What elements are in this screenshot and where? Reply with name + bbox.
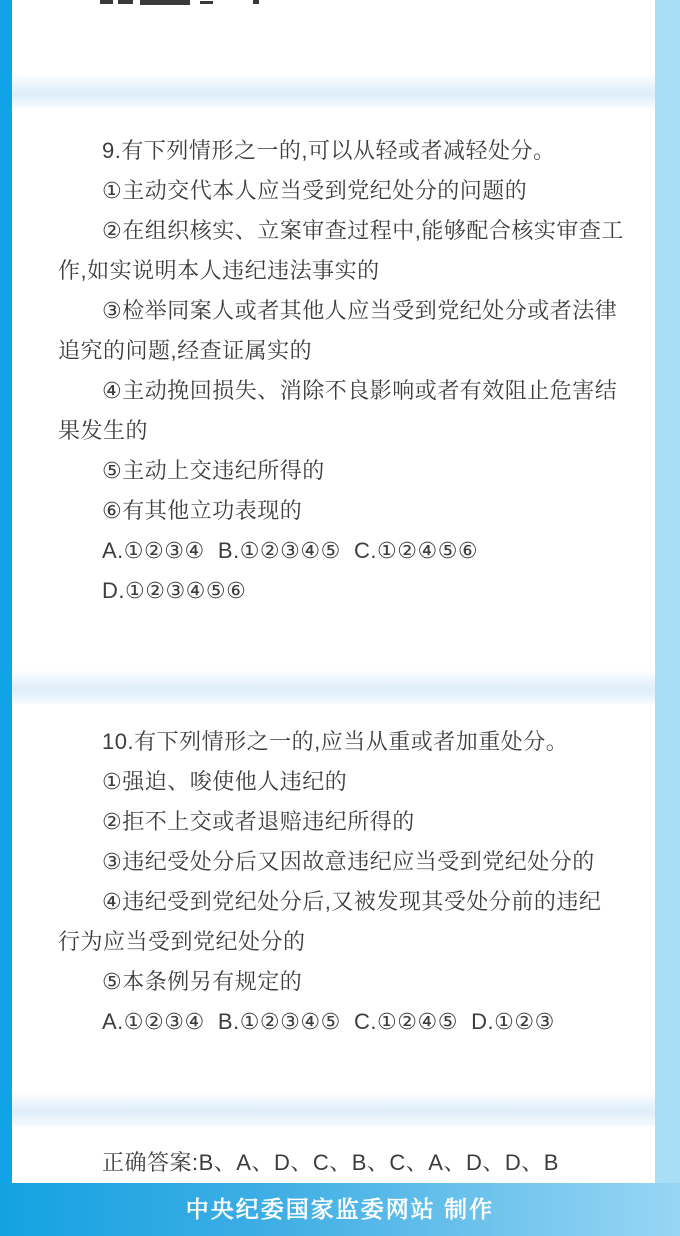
question-9-options-abc: A.①②③④ B.①②③④⑤ C.①②④⑤⑥	[102, 538, 479, 563]
question-10	[12, 704, 655, 1092]
left-border-stripe	[0, 0, 12, 1183]
question-10-item-4-cont: 行为应当受到党纪处分的	[58, 929, 306, 954]
clipped-previous-card	[12, 0, 655, 74]
question-9	[12, 108, 655, 670]
question-10-item-2: ②拒不上交或者退赔违纪所得的	[102, 809, 415, 834]
footer-credit-bar	[0, 1183, 680, 1236]
section-divider	[12, 670, 655, 704]
question-10-item-1: ①强迫、唆使他人违纪的	[102, 769, 348, 794]
question-9-item-1: ①主动交代本人应当受到党纪处分的问题的	[102, 178, 528, 203]
section-divider	[12, 74, 655, 108]
question-9-item-2-cont: 作,如实说明本人违纪违法事实的	[58, 258, 380, 283]
question-9-item-5: ⑤主动上交违纪所得的	[102, 458, 325, 483]
question-9-item-4: ④主动挽回损失、消除不良影响或者有效阻止危害结	[102, 378, 618, 403]
question-9-item-3-cont: 追究的问题,经查证属实的	[58, 338, 313, 363]
clipped-text-fragment	[253, 0, 259, 4]
content-column	[12, 0, 655, 1183]
question-9-item-6: ⑥有其他立功表现的	[102, 498, 303, 523]
answer-key-section	[12, 1126, 655, 1183]
question-10-options: A.①②③④ B.①②③④⑤ C.①②④⑤ D.①②③	[102, 1009, 555, 1034]
right-border-stripe	[655, 0, 680, 1183]
clipped-text-fragment	[118, 0, 133, 4]
question-9-title: 9.有下列情形之一的,可以从轻或者减轻处分。	[102, 138, 556, 163]
question-9-item-2: ②在组织核实、立案审查过程中,能够配合核实审查工	[102, 218, 624, 243]
clipped-text-fragment	[140, 0, 190, 5]
clipped-text-fragment	[100, 0, 113, 4]
question-10-item-5: ⑤本条例另有规定的	[102, 969, 303, 994]
question-10-item-4: ④违纪受到党纪处分后,又被发现其受处分前的违纪	[102, 889, 602, 914]
clipped-text-fragment	[200, 1, 213, 4]
question-10-title: 10.有下列情形之一的,应当从重或者加重处分。	[102, 729, 569, 754]
question-9-item-4-cont: 果发生的	[58, 418, 149, 443]
answer-key: 正确答案:B、A、D、C、B、C、A、D、D、B	[102, 1150, 559, 1175]
question-10-item-3: ③违纪受处分后又因故意违纪应当受到党纪处分的	[102, 849, 595, 874]
footer-credit-text: 中央纪委国家监委网站 制作	[185, 1196, 495, 1222]
question-9-option-d: D.①②③④⑤⑥	[102, 578, 247, 603]
question-9-item-3: ③检举同案人或者其他人应当受到党纪处分或者法律	[102, 298, 618, 323]
section-divider	[12, 1092, 655, 1126]
